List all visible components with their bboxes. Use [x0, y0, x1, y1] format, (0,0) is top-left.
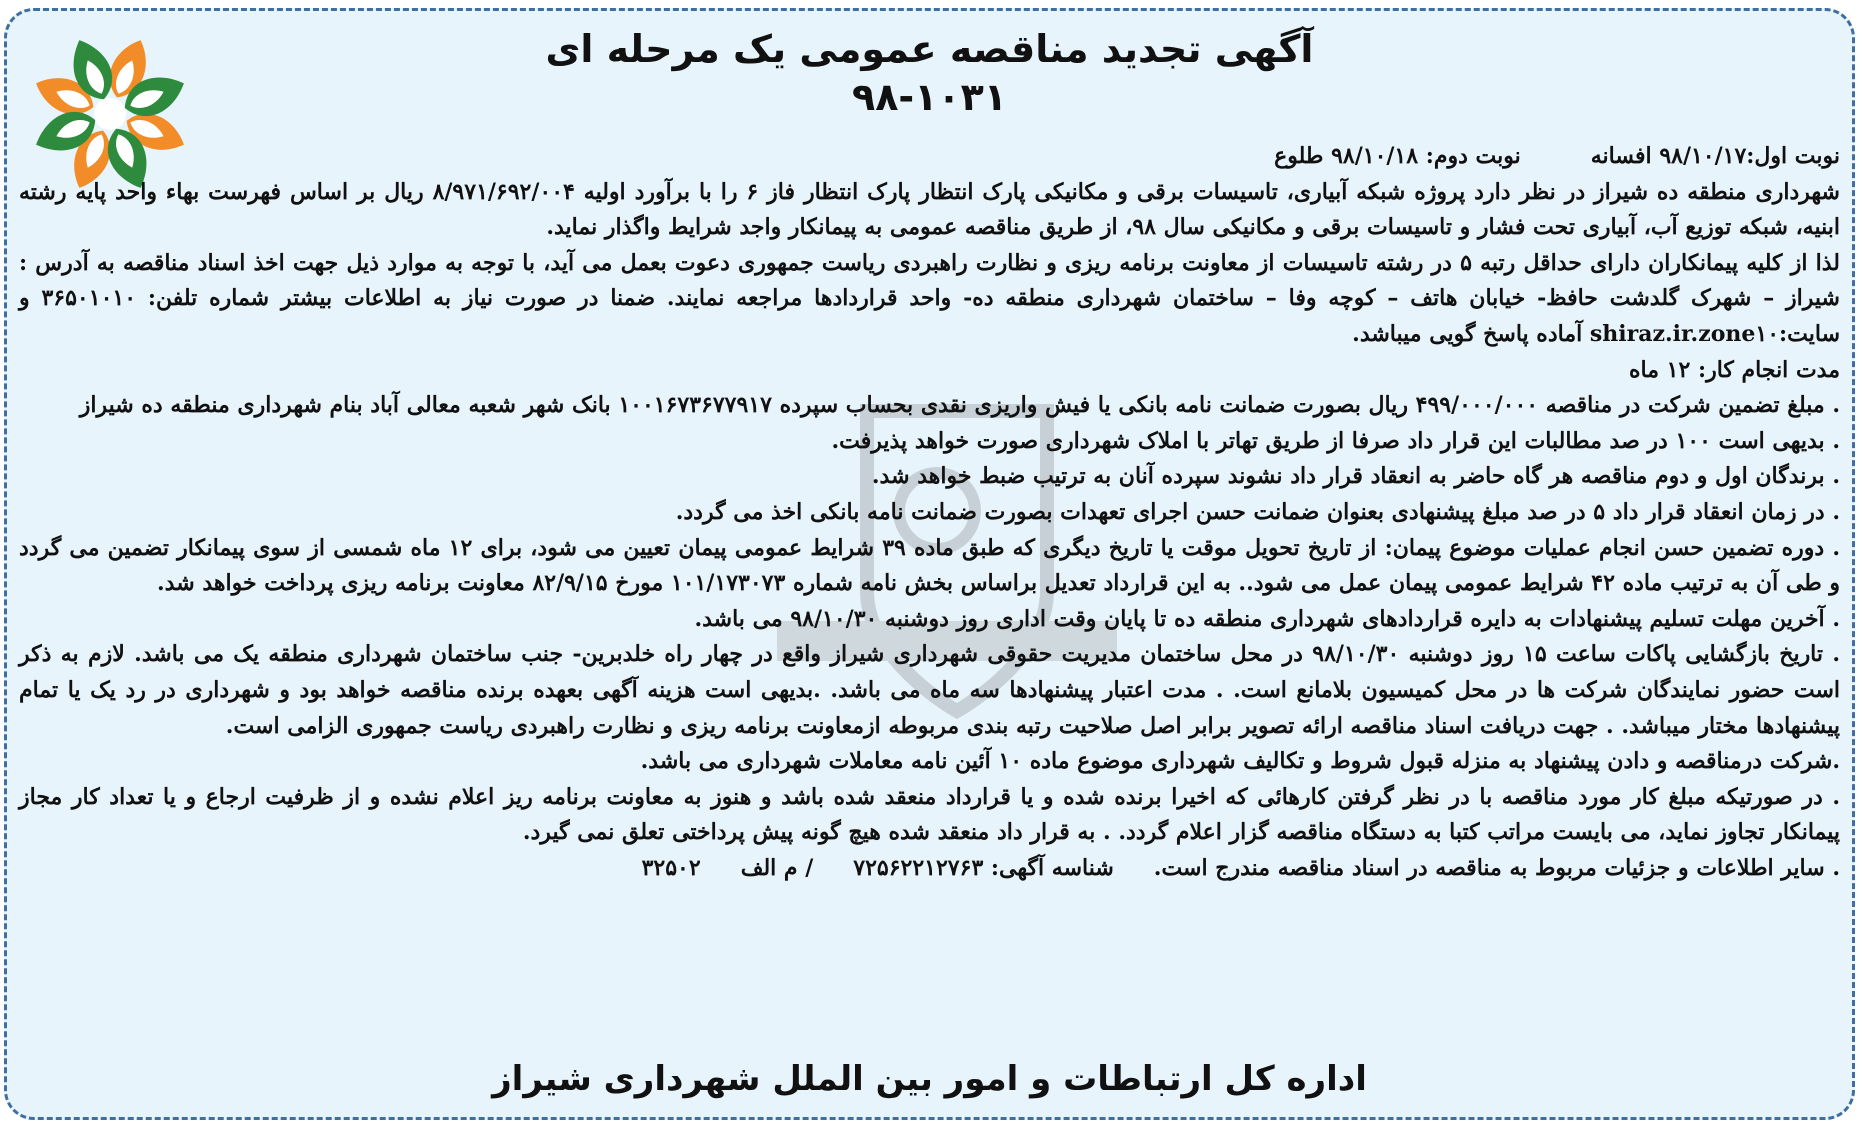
- paragraph-guarantee: . مبلغ تضمین شرکت در مناقصه ۴۹۹/۰۰۰/۰۰۰ ریال بصورت ضمانت نامه بانکی یا فیش واریزی نقدی بحساب سپرده ۱۰۰۱۶۷۳۶۷۷۹۱۷ بانک شهر شعبه معالی آباد بنام شهرداری منطقه ده شیراز: [79, 392, 1840, 419]
- other-info-text: . سایر اطلاعات و جزئیات مربوط به مناقصه در اسناد مناقصه مندرج است.: [1153, 854, 1840, 881]
- paragraph-deadline: . آخرین مهلت تسلیم پیشنهادات به دایره قراردادهای شهرداری منطقه ده تا پایان وقت اداری روز دوشنبه ۹۸/۱۰/۳۰ می باشد.: [694, 605, 1840, 632]
- ad-id: شناسه آگهی: ۷۲۵۶۲۲: [853, 854, 1114, 881]
- tender-notice: [4, 8, 1855, 1120]
- invitation-end: آماده پاسخ گویی میباشد.: [1352, 320, 1590, 347]
- notice-body: [19, 139, 1840, 886]
- paragraph-warranty-period: . دوره تضمین حسن انجام عملیات موضوع پیمان: از تاریخ تحویل موقت یا تاریخ دیگری که طبق ماده ۳۹ شرایط عمومی پیمان تعیین می شود، برای ۱۲ ماه شمسی از سوی پیمانکار تضمین می گردد و طی آن به ترتیب ماده ۴۲ شرایط عمومی پیمان عمل می شود.. به این قرارداد تعدیل براساس بخش نامه شماره ۱۰۱/۱۷۳۰۷۳ مورخ ۸۲/۹/۱۵ معاونت برنامه ریزی پرداخت خواهد شد.: [19, 534, 1841, 597]
- paragraph-settlement: . بدیهی است ۱۰۰ در صد مطالبات این قرار داد صرفا از طریق تهاتر با املاک شهرداری صورت خواهد پذیرفت.: [831, 427, 1840, 454]
- paragraph-other-info: [19, 851, 1840, 887]
- paragraph-capacity: . در صورتیکه مبلغ کار مورد مناقصه با در نظر گرفتن کارهائی که اخیرا برنده شده و یا قرارداد منعقد شده باشد و هنوز به معاونت برنامه ریز اعلام نشده و از ظرفیت ارجاع و یا تعداد کار مجاز پیمانکار تجاوز نماید، می بایست مراتب کتبا به دستگاه مناقصه گزار اعلام گردد. . به قرار داد منعقد شده هیچ گونه پیش پرداختی تعلق نمی گیرد.: [19, 783, 1840, 846]
- paragraph-project: شهرداری منطقه ده شیراز در نظر دارد پروژه شبکه آبیاری، تاسیسات برقی و مکانیکی پارک انتظار پارک انتظار فاز ۶ را با برآورد اولیه ۸/۹۷۱/۶۹۲/۰۰۴ ریال بر اساس فهرست بهاء واحد پایه رشته ابنیه، شبکه توزیع آب، آبیاری تحت فشار و تاسیسات برقی و مکانیکی سال ۹۸، از طریق مناقصه عمومی به پیمانکار واجد شرایط واگذار نماید.: [19, 178, 1840, 241]
- second-publication: نوبت دوم: ۹۸/۱۰/۱۸ طلوع: [1274, 143, 1521, 169]
- paragraph-winners: . برندگان اول و دوم مناقصه هر گاه حاضر به انعقاد قرار داد نشوند سپرده آنان به ترتیب ضبط خواهد شد.: [871, 463, 1840, 490]
- publication-dates: [19, 139, 1840, 175]
- website-link[interactable]: shiraz.ir.zone۱۰: [1589, 320, 1780, 347]
- notice-title: [267, 25, 1592, 121]
- paragraph-participation: .شرکت درمناقصه و دادن پیشنهاد به منزله قبول شروط و تکالیف شهرداری موضوع ماده ۱۰ آئین نامه معاملات شهرداری می باشد.: [640, 748, 1840, 775]
- invitation-text: لذا از کلیه پیمانکاران دارای حداقل رتبه ۵ در رشته تاسیسات از معاونت برنامه ریزی و نظارت راهبردی ریاست جمهوری دعوت بعمل می آید، با توجه به موارد ذیل جهت اخذ اسناد مناقصه به آدرس : شیراز – شهرک گلدشت حافظ- خیابان هاتف – کوچه وفا – ساختمان شهرداری منطقه ده- واحد قراردادها مراجعه نمایند. ضمنا در صورت نیاز به اطلاعات بیشتر شماره تلفن: ۳۶۵۰۱۰۱۰ و سایت:: [19, 249, 1840, 347]
- paragraph-opening: . تاریخ بازگشایی پاکات ساعت ۱۵ روز دوشنبه ۹۸/۱۰/۳۰ در محل ساختمان مدیریت حقوقی شهرداری شیراز واقع در چهار راه خلدبرین- جنب ساختمان شهرداری منطقه یک می باشد. لازم به ذکر است حضور نمایندگان شرکت ها در محل کمیسیون بلامانع است. . مدت اعتبار پیشنهادها سه ماه می باشد. .بدیهی است هزینه آگهی بعهده برنده مناقصه خواهد بود و شهرداری در رد یک یا تمام پیشنهادها مختار میباشد. . جهت دریافت اسناد مناقصه ارائه تصویر برابر اصل صلاحیت رتبه بندی مربوطه ازمعاونت برنامه ریزی و نظارت راهبردی ریاست جمهوری الزامی است.: [19, 641, 1840, 739]
- reference-number: ۱۲۷۶۳/ م الف: [740, 854, 984, 881]
- paragraph-performance-bond: . در زمان انعقاد قرار داد ۵ در صد مبلغ پیشنهادی بعنوان ضمانت حسن اجرای تعهدات بصورت ضمانت نامه بانکی اخذ می گردد.: [675, 498, 1840, 525]
- title-text: آگهی تجدید مناقصه عمومی یک مرحله ای: [545, 27, 1314, 71]
- paragraph-duration: مدت انجام کار: ۱۲ ماه: [1628, 356, 1840, 383]
- paragraph-invitation: [19, 246, 1840, 353]
- tender-number: ۹۸-۱۰۳۱: [852, 75, 1007, 119]
- issuer-signature: اداره کل ارتباطات و امور بین الملل شهرداری شیراز: [492, 1059, 1367, 1099]
- ad-code: ۳۲۵۰۲: [641, 854, 701, 881]
- first-publication: نوبت اول:۹۸/۱۰/۱۷ افسانه: [1590, 143, 1840, 169]
